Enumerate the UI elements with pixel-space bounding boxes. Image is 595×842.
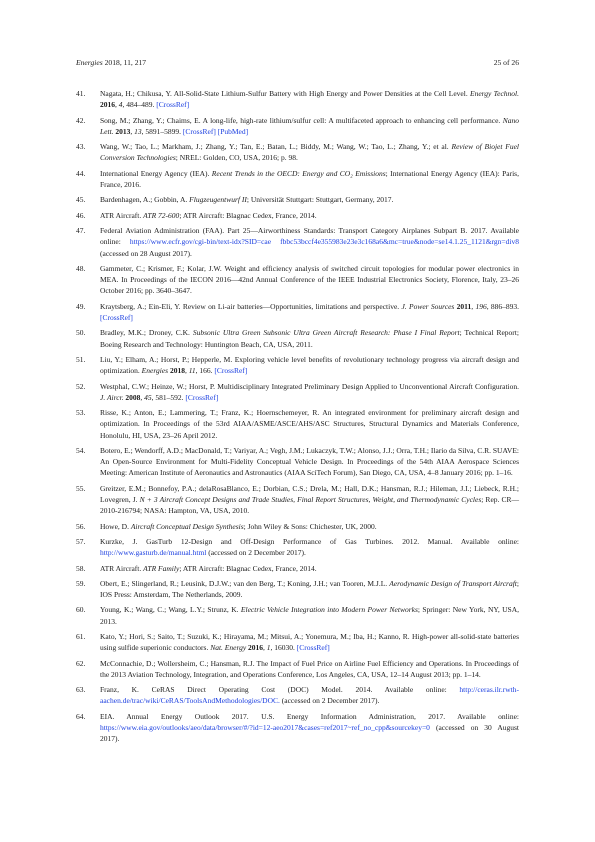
- reference-text: , 886–893.: [486, 301, 519, 311]
- reference-item: [76, 381, 519, 403]
- reference-number: 58.: [76, 563, 86, 573]
- reference-text: 45: [144, 392, 152, 402]
- reference-text: EIA. Annual Energy Outlook 2017. U.S. Energy Information Administration, 2017. Available online:: [100, 711, 519, 721]
- reference-item: [76, 194, 519, 205]
- reference-text: Young, K.; Wang, C.; Wang, L.Y.; Strunz, K.: [100, 605, 241, 615]
- reference-text: , 16030.: [270, 643, 297, 653]
- reference-item: [76, 88, 519, 110]
- reference-item: [76, 354, 519, 376]
- reference-badge-link[interactable]: [CrossRef]: [182, 126, 216, 136]
- reference-item: [76, 563, 519, 574]
- reference-text: 1: [266, 643, 271, 653]
- reference-number: 42.: [76, 115, 86, 125]
- reference-text: N + 3 Aircraft Concept Designs and Trade Studies, Final Report Structures, Weight, and Thermodynamic Cycles: [139, 494, 482, 504]
- reference-item: [76, 141, 519, 163]
- reference-item: [76, 327, 519, 349]
- reference-item: [76, 521, 519, 532]
- reference-text: ,: [184, 366, 189, 376]
- reference-item: [76, 578, 519, 600]
- reference-url-link[interactable]: https://www.eia.gov/outlooks/aeo/data/browser/#/?id=12-aeo2017&cases=ref2017~ref_no_cpp&sourcekey=0: [100, 723, 430, 733]
- journal-citation: [76, 57, 146, 69]
- reference-item: [76, 263, 519, 297]
- reference-text: ATR Aircraft.: [100, 210, 144, 220]
- reference-badge-link[interactable]: [CrossRef]: [100, 312, 133, 322]
- reference-number: 59.: [76, 578, 86, 588]
- reference-text: , 484–489.: [122, 100, 157, 110]
- reference-text: International Energy Agency (IEA).: [100, 168, 212, 178]
- reference-number: 54.: [76, 445, 86, 455]
- reference-number: 53.: [76, 408, 86, 418]
- reference-item: [76, 115, 519, 137]
- reference-text: Botero, E.; Wendorff, A.D.; MacDonald, T.; Variyar, A.; Vegh, J.M.; Lukaczyk, T.W.; Alonso, J.J.; Orra, T.H.; Ilario da Silva, C.R. SUAVE: An Open-Source Environment for Multi-Fidelity Conceptual Vehicle Design. In Proceedings of the 54th AIAA Aerospace Sciences Meeting: American Institute of Aeronautics and Astronautics (AIAA SciTech Forum), San Diego, CA, USA, 4–8 January 2016; pp. 1–16.: [100, 445, 519, 478]
- reference-text: 2016: [248, 643, 264, 653]
- reference-text: Energies: [141, 366, 169, 376]
- reference-text: Song, M.; Zhang, Y.; Chaims, E. A long-life, high-rate lithium/sulfur cell: A multifaceted approach to enhancing cell performance.: [100, 115, 503, 125]
- reference-item: [76, 210, 519, 221]
- reference-text: Bardenhagen, A.; Gobbin, A.: [100, 195, 190, 205]
- reference-number: 51.: [76, 354, 86, 364]
- reference-text: , 581–592.: [151, 392, 186, 402]
- reference-text: Westphal, C.W.; Heinze, W.; Horst, P. Multidisciplinary Integrated Preliminary Design Applied to Unconventional Aircraft Configuration.: [100, 381, 519, 391]
- reference-text: Aircraft Conceptual Design Synthesis: [130, 521, 244, 531]
- reference-text: (accessed on 28 August 2017).: [100, 248, 192, 258]
- reference-badge-link[interactable]: [CrossRef]: [296, 643, 330, 653]
- reference-text: ; Technical Report; Boeing Research and Technology: Huntington Beach, CA, USA, 2011.: [100, 328, 519, 349]
- reference-text: Kurzke, J. GasTurb 12-Design and Off-Design Performance of Gas Turbines. 2012. Manual. Available online:: [100, 536, 519, 546]
- reference-text: Flugzeugentwurf II: [189, 195, 247, 205]
- reference-number: 47.: [76, 226, 86, 236]
- reference-item: [76, 711, 519, 745]
- reference-text: Electric Vehicle Integration into Modern Power Networks: [240, 605, 418, 615]
- reference-number: 44.: [76, 168, 86, 178]
- reference-text: ; ATR Aircraft: Blagnac Cedex, France, 2014.: [179, 563, 317, 573]
- reference-text: ; Rep. CR—2010-216794; NASA: Hampton, VA, USA, 2010.: [100, 494, 519, 516]
- reference-item: [76, 407, 519, 441]
- reference-text: Wang, W.; Tao, L.; Markham, J.; Zhang, Y.; Tan, E.; Batan, L.; Biddy, M.; Wang, W.; Tao, L.; Zhang, Y.; et al.: [100, 142, 452, 152]
- reference-text: Kraytsberg, A.; Ein-Eli, Y. Review on Li-air batteries—Opportunities, limitations and perspective.: [100, 301, 402, 311]
- reference-text: ATR Aircraft.: [100, 563, 144, 573]
- reference-text: J. Power Sources: [401, 301, 455, 311]
- reference-badge-link[interactable]: [PubMed]: [217, 126, 249, 136]
- reference-text: Nat. Energy: [210, 643, 247, 653]
- reference-text: ; Springer: New York, NY, USA, 2013.: [100, 605, 519, 626]
- reference-text: 2011: [456, 301, 472, 311]
- reference-text: Obert, E.; Slingerland, R.; Leusink, D.J.W.; van den Berg, T.; Koning, J.H.; van Tooren, M.J.L.: [100, 578, 390, 588]
- reference-text: Subsonic Ultra Green Subsonic Ultra Green Aircraft Research: Phase I Final Report: [192, 328, 460, 338]
- reference-text: Federal Aviation Administration (FAA). Part 25—Airworthiness Standards: Transport Category Airplanes Subpart B. 2017. Available online:: [100, 226, 519, 247]
- reference-url-link[interactable]: http://www.gasturb.de/manual.html: [100, 548, 207, 558]
- reference-text: ATR Family: [143, 563, 180, 573]
- reference-url-link[interactable]: http://ceras.ilr.rwth-aachen.de/trac/wiki/CeRAS/ToolsAndMethodologies/DOC.: [100, 685, 519, 706]
- reference-text: Liu, Y.; Elham, A.; Horst, P.; Hepperle, M. Exploring vehicle level benefits of revolutionary technology progress via aircraft design and optimization.: [100, 354, 519, 376]
- reference-list: [76, 88, 519, 749]
- reference-number: 57.: [76, 536, 86, 546]
- reference-item: [76, 445, 519, 479]
- reference-text: ; John Wiley & Sons: Chichester, UK, 2000.: [243, 521, 377, 531]
- reference-text: (accessed on 30 August 2017).: [100, 723, 519, 744]
- reference-text: Nano Lett.: [100, 115, 519, 136]
- reference-item: [76, 604, 519, 626]
- reference-number: 50.: [76, 328, 86, 338]
- reference-text: 4: [118, 100, 123, 110]
- reference-text: 13: [134, 126, 142, 136]
- reference-text: 2008: [125, 392, 141, 402]
- reference-number: 56.: [76, 521, 86, 531]
- reference-number: 48.: [76, 263, 86, 273]
- reference-number: 46.: [76, 210, 86, 220]
- reference-text: (accessed on 2 December 2017).: [279, 696, 380, 706]
- reference-text: Nagata, H.; Chikusa, Y. All-Solid-State Lithium-Sulfur Battery with High Energy and Power Densities at the Cell Level.: [100, 89, 470, 98]
- reference-text: Bradley, M.K.; Droney, C.K.: [100, 328, 193, 338]
- reference-number: 43.: [76, 142, 86, 152]
- reference-text: ,: [130, 126, 135, 136]
- reference-text: Aerodynamic Design of Transport Aircraft: [389, 578, 517, 588]
- reference-text: Energy Technol.: [470, 89, 520, 98]
- reference-text: ; NREL: Golden, CO, USA, 2016; p. 98.: [175, 153, 298, 163]
- reference-text: ; International Energy Agency (IEA): Paris, France, 2016.: [100, 168, 519, 189]
- reference-text: ; Universität Stuttgart: Stuttgart, Germany, 2017.: [246, 195, 394, 205]
- reference-number: 52.: [76, 381, 86, 391]
- reference-text: 2018: [169, 366, 185, 376]
- reference-number: 45.: [76, 195, 86, 205]
- reference-text: 2016: [100, 100, 115, 110]
- reference-number: 62.: [76, 658, 86, 668]
- reference-text: 196: [475, 301, 487, 311]
- reference-text: , 5891–5899.: [141, 126, 183, 136]
- reference-text: McConnachie, D.; Wollersheim, C.; Hansman, R.J. The Impact of Fuel Price on Airline Fuel Efficiency and Operations. In Proceedings of the 2013 Aviation Technology, Integration, and Operations Conference, Los Angeles, CA, USA, 12–14 August 2013; pp. 1–14.: [100, 658, 519, 679]
- reference-text: ,: [263, 643, 267, 653]
- reference-badge-link[interactable]: [CrossRef]: [156, 100, 190, 110]
- page-number: 25 of 26: [493, 58, 519, 67]
- citation-info: 2018, 11, 217: [104, 58, 147, 67]
- reference-number: 60.: [76, 605, 86, 615]
- reference-text: 2013: [115, 126, 131, 136]
- reference-item: [76, 168, 519, 190]
- page-header: [76, 57, 519, 69]
- reference-text: Risse, K.; Anton, E.; Lammering, T.; Franz, K.; Hoernschemeyer, R. An integrated environment for preliminary aircraft design and optimization. In Proceedings of the 53rd AIAA/ASME/ASCE/AHS/ASC Structures, Structural Dynamics and Materials Conference, Honolulu, HI, USA, 23–26 April 2012.: [100, 408, 519, 440]
- reference-item: [76, 301, 519, 323]
- reference-item: [76, 658, 519, 680]
- reference-text: Franz, K. CeRAS Direct Operating Cost (DOC) Model. 2014. Available online:: [100, 685, 460, 695]
- reference-text: Review of Biojet Fuel Conversion Technologies: [100, 142, 519, 163]
- reference-text: Recent Trends in the OECD: Energy and CO₂ Emissions: [211, 168, 386, 178]
- reference-number: 61.: [76, 632, 86, 642]
- reference-text: ,: [140, 392, 145, 402]
- reference-text: Howe, D.: [100, 521, 131, 531]
- reference-text: ,: [115, 100, 119, 110]
- reference-text: 11: [188, 366, 196, 376]
- reference-text: Greitzer, E.M.; Bonnefoy, P.A.; delaRosaBlanco, E.; Dorbian, C.S.; Drela, M.; Hall, D.K.; Hansman, R.J.; Hileman, J.I.; Liebeck, R.H.; Lovegren, J.: [100, 483, 519, 504]
- reference-badge-link[interactable]: [CrossRef]: [185, 392, 219, 402]
- reference-item: [76, 536, 519, 558]
- reference-text: J. Aircr.: [100, 392, 124, 402]
- reference-number: 49.: [76, 301, 86, 311]
- reference-text: (accessed on 2 December 2017).: [206, 548, 306, 558]
- reference-text: ; IOS Press: Amsterdam, The Netherlands, 2009.: [100, 578, 519, 600]
- reference-text: Kato, Y.; Hori, S.; Saito, T.; Suzuki, K.; Hirayama, M.; Mitsui, A.; Yonemura, M.; Iba, H.; Kanno, R. High-power all-solid-state batteries using sulfide superionic conductors.: [100, 632, 519, 653]
- reference-item: [76, 631, 519, 653]
- reference-text: ,: [471, 301, 476, 311]
- reference-number: 41.: [76, 89, 86, 98]
- reference-item: [76, 225, 519, 259]
- reference-text: ATR 72-600: [143, 210, 180, 220]
- reference-item: [76, 684, 519, 706]
- reference-number: 55.: [76, 483, 86, 493]
- journal-name: Energies: [76, 58, 103, 67]
- reference-item: [76, 483, 519, 517]
- reference-badge-link[interactable]: [CrossRef]: [214, 366, 248, 376]
- reference-text: , 166.: [195, 366, 215, 376]
- reference-text: Gammeter, C.; Krismer, F.; Kolar, J.W. Weight and efficiency analysis of switched circuit topologies for modular power electronics in MEA. In Proceedings of the IECON 2016—42nd Annual Conference of the IEEE Industrial Electronics Society, Florence, Italy, 23–26 October 2016; pp. 3640–3647.: [100, 263, 519, 296]
- reference-number: 63.: [76, 685, 86, 695]
- reference-number: 64.: [76, 711, 86, 721]
- reference-text: ; ATR Aircraft: Blagnac Cedex, France, 2014.: [179, 210, 317, 220]
- reference-url-link[interactable]: https://www.ecfr.gov/cgi-bin/text-idx?SID=cae fbbc53bccf4e355983e23e3c168a6&mc=true&node=se14.1.25_1121&rgn=div8: [129, 237, 519, 247]
